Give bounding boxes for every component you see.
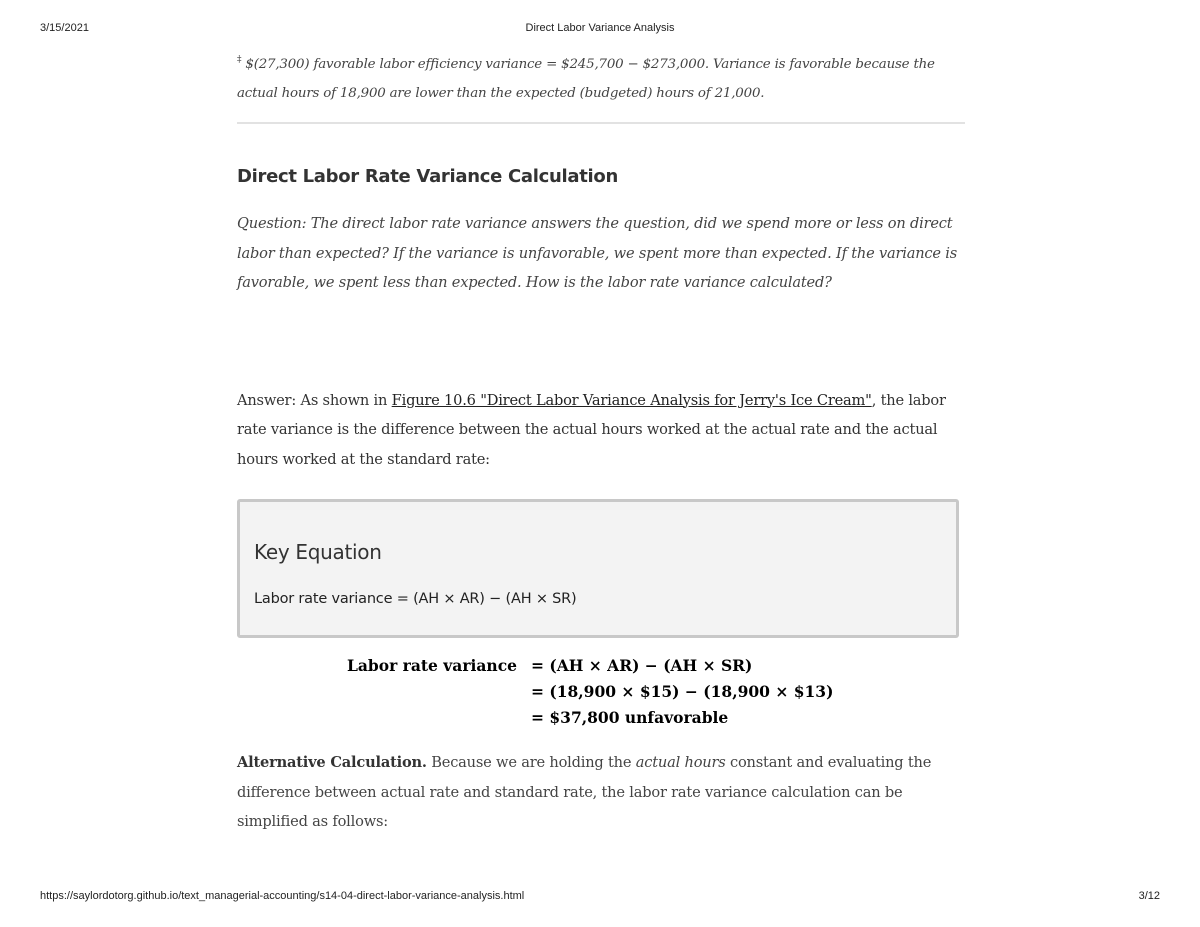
rate-variance-calculation <box>237 652 965 730</box>
figure-link[interactable]: Figure 10.6 "Direct Labor Variance Analysis for Jerry's Ice Cream" <box>391 391 872 409</box>
answer-suffix: , the labor rate variance is the difference between the actual hours worked at the actual rate and the actual hours worked at the standard rate: <box>237 391 946 468</box>
alternative-calculation-text <box>237 748 965 837</box>
calculation-label: Labor rate variance <box>346 656 517 675</box>
alternative-label: Alternative Calculation. <box>237 754 427 771</box>
page-content <box>237 50 965 837</box>
footnote <box>237 50 965 108</box>
print-url: https://saylordotorg.github.io/text_managerial-accounting/s14-04-direct-labor-variance-analysis.html <box>40 890 525 902</box>
question-text: Question: The direct labor rate variance answers the question, did we spend more or less on direct labor than expected? If the variance is unfavorable, we spent more than expected. If the variance is favorable, we spent less than expected. How is the labor rate variance calculated? <box>237 215 958 291</box>
print-date: 3/15/2021 <box>40 22 89 34</box>
key-equation-formula: Labor rate variance = (AH × AR) − (AH × SR) <box>254 591 577 607</box>
key-equation-title: Key Equation <box>254 540 382 564</box>
print-page-number: 3/12 <box>1138 890 1160 902</box>
print-footer <box>0 890 1200 906</box>
calculation-line-2: = (18,900 × $15) − (18,900 × $13) <box>531 682 834 701</box>
answer-prefix: Answer: As shown in <box>237 391 392 409</box>
alternative-emphasis: actual hours <box>635 754 726 771</box>
section-divider <box>237 122 965 124</box>
alternative-text-after: constant and evaluating the difference between actual rate and standard rate, the labor rate variance calculation can be simplified as follows: <box>237 754 932 830</box>
key-equation-box <box>237 499 959 638</box>
print-page-title: Direct Labor Variance Analysis <box>525 22 675 34</box>
alternative-text-before: Because we are holding the <box>426 754 636 771</box>
answer-text <box>237 386 965 475</box>
section-title: Direct Labor Rate Variance Calculation <box>237 166 618 187</box>
calculation-line-3: = $37,800 unfavorable <box>531 708 729 727</box>
calculation-line-1: = (AH × AR) − (AH × SR) <box>531 656 753 675</box>
footnote-marker: ‡ <box>237 55 242 65</box>
footnote-text: $(27,300) favorable labor efficiency variance = $245,700 − $273,000. Variance is favorable because the actual hours of 18,900 are lower than the expected (budgeted) hours of 21,000. <box>237 57 935 101</box>
print-header <box>0 22 1200 38</box>
